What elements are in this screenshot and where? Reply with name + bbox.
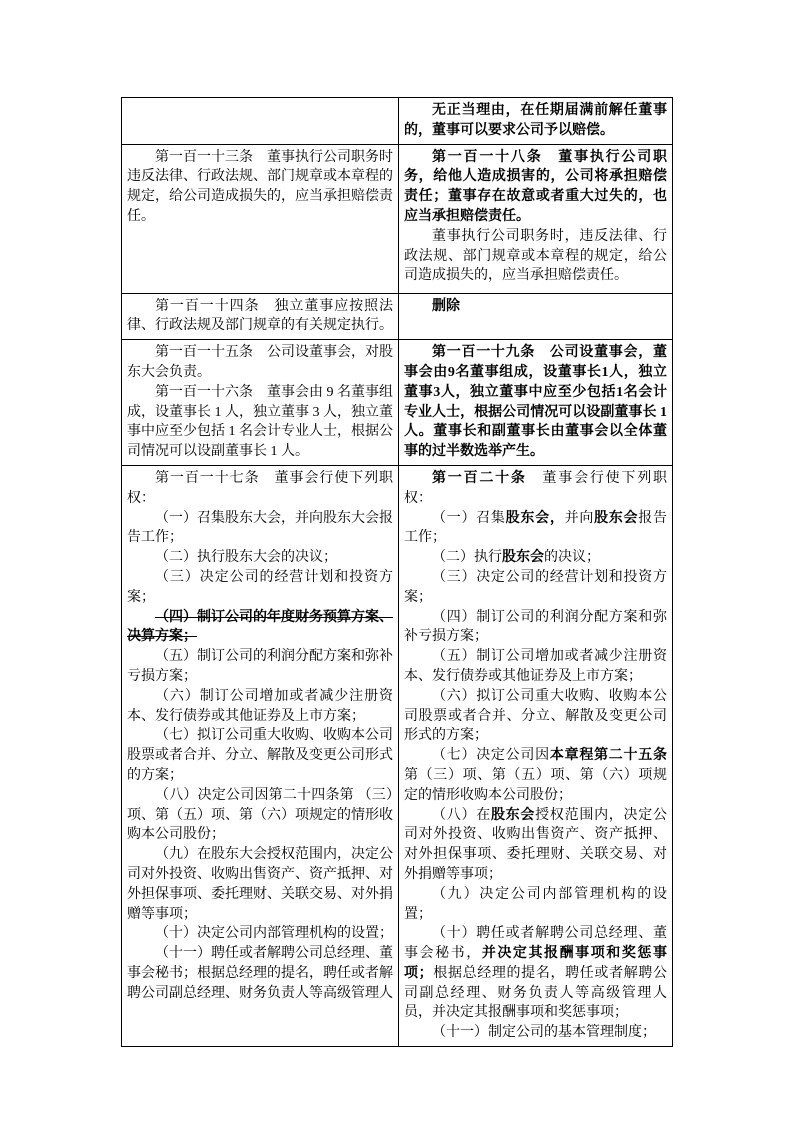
text-run: 本章程第二十五条	[549, 748, 668, 764]
text-run: （九）在股东大会授权范围内，决定公司对外投资、收购出售资产、资产抵押、对外担保事项、委托理财、关联交易、对外捐赠等事项；	[127, 847, 393, 922]
amendment-comparison-table	[121, 97, 673, 1047]
paragraph	[404, 509, 667, 549]
text-run: （一）召集股东大会，并向股东大会报告工作；	[127, 510, 393, 546]
text-run: 删除	[432, 298, 460, 314]
text-run: （六）拟订公司重大收购、收购本公司股票或者合并、分立、解散及变更公司形式的方案；	[404, 688, 667, 744]
paragraph	[404, 608, 667, 648]
text-run: （七）拟订公司重大收购、收购本公司股票或者合并、分立、解散及变更公司形式的方案；	[127, 728, 393, 783]
new-provision-cell	[399, 340, 673, 466]
text-run: （三）决定公司的经营计划和投资方案；	[404, 569, 667, 605]
paragraph	[404, 548, 667, 568]
text-run: 董事会行使下列职权：	[404, 470, 668, 506]
text-run: 报告工作；	[404, 510, 668, 546]
paragraph	[127, 469, 393, 509]
table-row	[122, 340, 673, 466]
paragraph	[127, 148, 393, 227]
new-provision-cell	[399, 465, 673, 1046]
table-row	[122, 293, 673, 340]
text-run: （七）决定公司因	[432, 748, 550, 764]
paragraph	[404, 148, 667, 227]
paragraph	[127, 687, 393, 727]
paragraph	[127, 548, 393, 568]
text-run: 第一百一十五条 公司设董事会，对股东大会负责。	[127, 345, 393, 380]
text-run: 第一百一十八条 董事执行公司职务，给他人造成损害的，公司将承担赔偿责任；董事存在故意或者重大过失的，也应当承担赔偿责任。	[404, 149, 667, 224]
text-run: （二）执行	[432, 550, 502, 566]
text-run: 第一百一十六条 董事会由 9 名董事组成，设董事长 1 人，独立董事 3 人，独立董事中应至少包括 1 名会计专业人士，根据公司情况可以设副董事长 1 人。	[127, 384, 393, 460]
text-run: （十一）聘任或者解聘公司总经理、董事会秘书；根据总经理的提名，聘任或者解聘公司副总经理、财务负责人等高级管理人	[127, 946, 393, 1001]
text-run: （九）决定公司内部管理机构的设置；	[404, 886, 667, 922]
paragraph	[404, 806, 667, 885]
text-run: 并决定其报酬事项和奖惩事项；	[404, 946, 667, 981]
text-run: （一）召集	[432, 510, 506, 526]
text-run: （三）决定公司的经营计划和投资方案；	[127, 569, 393, 605]
old-provision-cell	[122, 465, 399, 1046]
new-provision-cell	[399, 98, 673, 145]
text-run: 股东会，	[505, 510, 565, 526]
paragraph	[404, 647, 667, 687]
text-run: 第一百一十四条 独立董事应按照法律、行政法规及部门规章的有关规定执行。	[127, 298, 393, 334]
text-run: 无正当理由，在任期届满前解任董事的，董事可以要求公司予以赔偿。	[404, 103, 667, 138]
text-run: （十一）制定公司的基本管理制度；	[432, 1025, 656, 1041]
text-run: （五）制订公司增加或者减少注册资本、发行债券或其他证券及上市方案；	[404, 649, 667, 684]
paragraph	[127, 343, 393, 383]
text-run: （十）决定公司内部管理机构的设置；	[155, 926, 393, 942]
old-provision-cell	[122, 98, 399, 145]
paragraph	[404, 746, 667, 805]
old-provision-cell	[122, 293, 399, 340]
new-provision-cell	[399, 293, 673, 340]
text-run: （五）制订公司的利润分配方案和弥补亏损方案；	[127, 649, 393, 684]
paragraph	[127, 608, 393, 648]
paragraph	[127, 786, 393, 845]
text-run: 授权范围内，决定公司对外投资、收购出售资产、资产抵押、对外担保事项、委托理财、关联交易、对外捐赠等事项；	[404, 807, 668, 882]
paragraph	[404, 297, 667, 317]
text-run: （十）聘任或者解聘公司总经理、董事会秘书，	[404, 926, 667, 962]
text-run: 董事执行公司职务时，违反法律、行政法规、部门规章或本章程的规定，给公司造成损失的，应当承担赔偿责任。	[404, 228, 667, 284]
old-provision-cell	[122, 340, 399, 466]
paragraph	[404, 924, 667, 1023]
paragraph	[127, 845, 393, 924]
text-run: （四）制订公司的利润分配方案和弥补亏损方案；	[404, 609, 667, 645]
table-row	[122, 98, 673, 145]
old-provision-cell	[122, 144, 399, 293]
paragraph	[404, 687, 667, 746]
paragraph	[404, 343, 667, 462]
text-run: 股东会	[594, 510, 639, 526]
table-row	[122, 465, 673, 1046]
paragraph	[404, 469, 667, 509]
text-run: 第一百一十三条 董事执行公司职务时违反法律、行政法规、部门规章或本章程的规定，给公司造成损失的，应当承担赔偿责任。	[127, 149, 393, 224]
text-run: 第（三）项、第（五）项、第（六）项规定的情形收购本公司股份；	[404, 767, 667, 803]
text-run: （八）决定公司因第二十四条第 （三）项、第（五）项、第（六）项规定的情形收购本公司股份；	[127, 787, 393, 843]
text-run: 第一百一十九条 公司设董事会，董事会由9名董事组成，设董事长1人，独立董事3人，独立董事中应至少包括1名会计专业人士，根据公司情况可以设副董事长 1 人。董事长和副董事长由董事会以全体董事的过半数选举产生。	[404, 345, 667, 460]
table-body	[122, 98, 673, 1047]
text-run: 第一百一十七条 董事会行使下列职权：	[127, 470, 393, 506]
paragraph	[404, 568, 667, 608]
paragraph	[127, 726, 393, 785]
paragraph	[404, 885, 667, 925]
paragraph	[127, 647, 393, 687]
text-run: （六）制订公司增加或者减少注册资本、发行债券或其他证券及上市方案；	[127, 688, 393, 724]
text-run: 的决议；	[544, 550, 600, 566]
text-run: 股东会	[490, 807, 536, 823]
paragraph	[127, 297, 393, 337]
text-run: （四）制订公司的年度财务预算方案、决算方案；	[127, 609, 393, 645]
text-run: 根据总经理的提名，聘任或者解聘公司副总经理、财务负责人等高级管理人员，并决定其报酬事项和奖惩事项；	[404, 965, 668, 1021]
text-run: （二）执行股东大会的决议；	[155, 550, 337, 566]
paragraph	[127, 383, 393, 462]
text-run: 股东会	[502, 550, 544, 566]
table-row	[122, 144, 673, 293]
paragraph	[404, 1023, 667, 1043]
text-run: （八）在	[432, 807, 491, 823]
new-provision-cell	[399, 144, 673, 293]
paragraph	[404, 227, 667, 286]
paragraph	[127, 944, 393, 1003]
paragraph	[127, 568, 393, 608]
text-run: 并向	[564, 510, 595, 526]
paragraph	[404, 101, 667, 141]
text-run: 第一百二十条	[432, 470, 527, 486]
paragraph	[127, 924, 393, 944]
paragraph	[127, 509, 393, 549]
